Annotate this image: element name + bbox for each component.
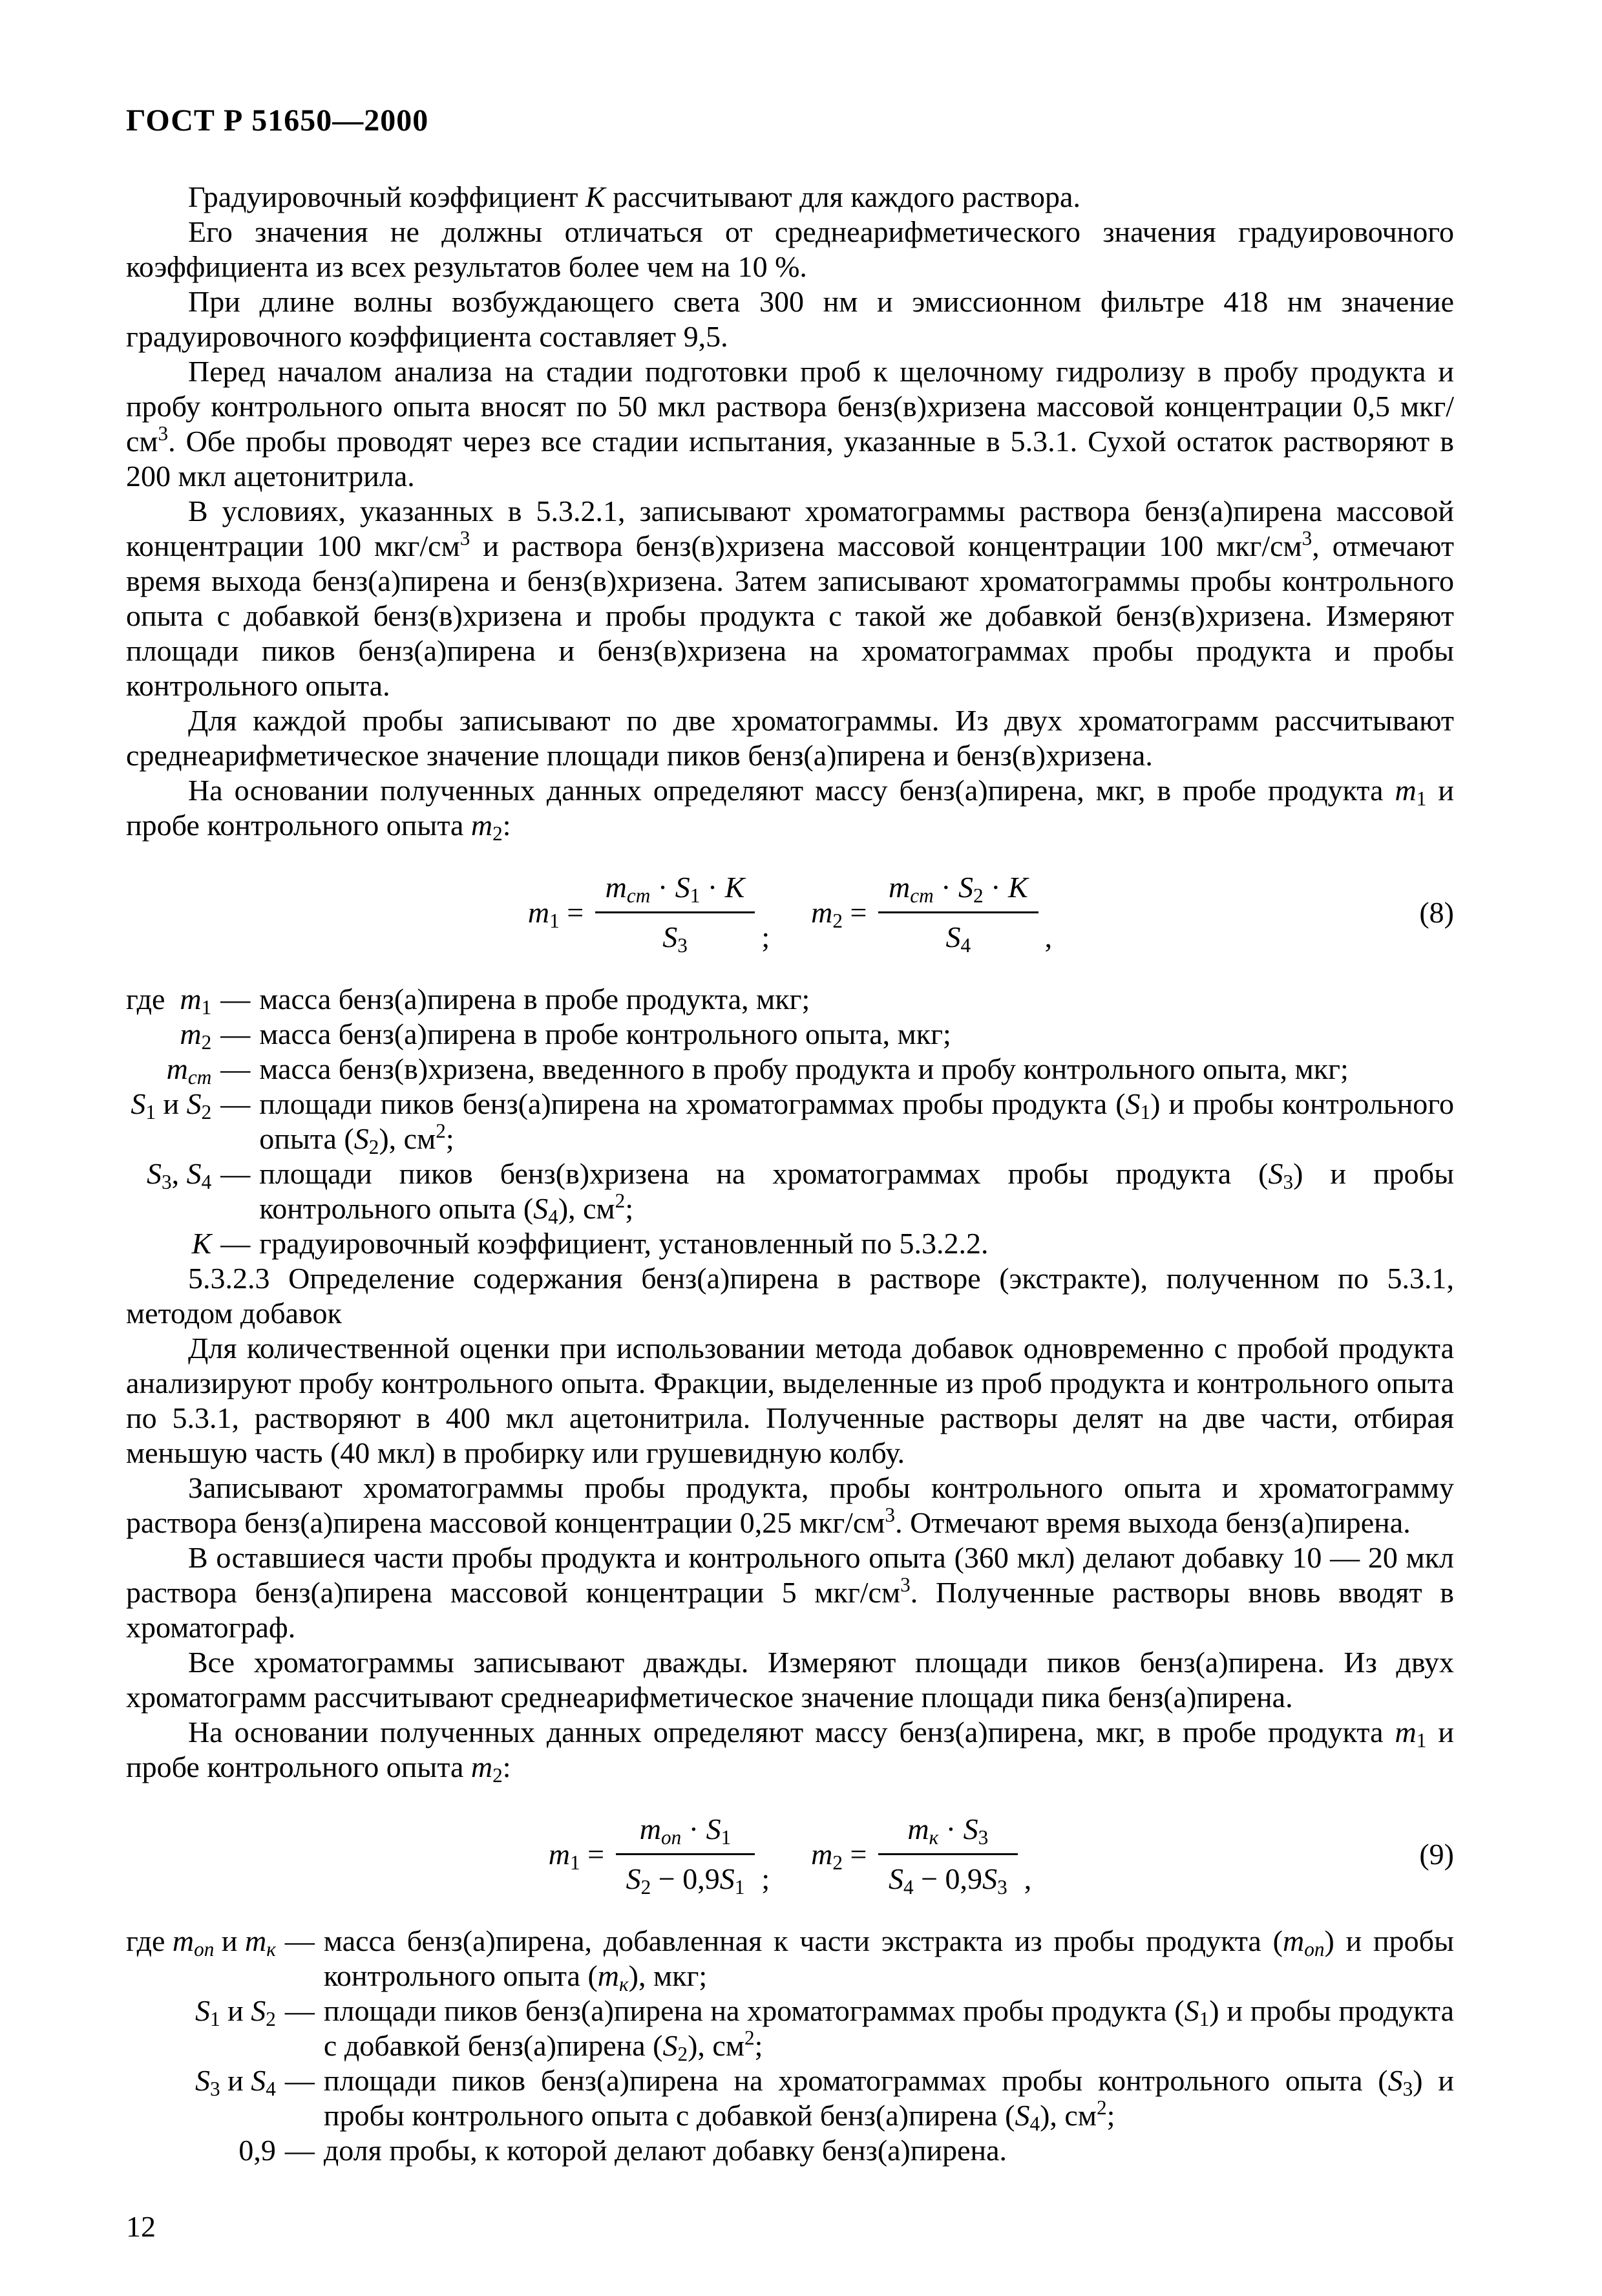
- definition-term: $S_3$ и $S_4$: [195, 2064, 276, 2100]
- definition-dash: —: [220, 1017, 251, 1050]
- fraction-denominator: $S_3$: [595, 911, 755, 955]
- definition-row: [126, 1993, 1454, 2063]
- paragraph: Градуировочный коэффициент K рассчитывают для каждого раствора.: [188, 180, 1080, 213]
- fraction: [878, 870, 1038, 955]
- definition-list: [126, 1924, 1454, 2168]
- equation: [811, 1812, 1031, 1897]
- paragraph: 5.3.2.3 Определение содержания бенз(а)пирена в растворе (экстракте), полученном по 5.3.1, методом добавок: [126, 1262, 1454, 1330]
- definition-dash: —: [284, 2134, 315, 2167]
- definition-term: K: [191, 1227, 212, 1260]
- definition-text: площади пиков бенз(а)пирена на хроматограммах пробы контрольного опыта $(S_3)$ и пробы контрольного опыта с добавкой бенз(а)пирена $(S_4)$, $см^2$;: [323, 2064, 1455, 2135]
- definition-term: $m_2$: [180, 1017, 212, 1054]
- definition-term: $S_1$ и $S_2$: [131, 1087, 212, 1123]
- definition-text: площади пиков бенз(в)хризена на хроматограммах пробы продукта $(S_3)$ и пробы контрольного опыта $(S_4)$, $см^2$;: [259, 1157, 1454, 1228]
- paragraph: Для каждой пробы записывают по две хроматограммы. Из двух хроматограмм рассчитывают среднеарифметическое значение площади пиков бенз(а)пирена и бенз(в)хризена.: [126, 704, 1454, 772]
- definition-text: градуировочный коэффициент, установленный по 5.3.2.2.: [259, 1227, 989, 1260]
- definition-dash: —: [220, 983, 251, 1015]
- definition-term: $S_1$ и $S_2$: [195, 1994, 276, 2030]
- fraction: [595, 870, 755, 955]
- equation-lhs: $m_1$ =: [548, 1837, 612, 1874]
- paragraph: В условиях, указанных в 5.3.2.1, записывают хроматограммы раствора бенз(а)пирена массовой концентрации 100 мкг/$см^3$ и раствора бенз(в)хризена массовой концентрации 100 мкг/$см^3$, отмечают время выхода бенз(а)пирена и бенз(в)хризена. Затем записывают хроматограммы пробы контрольного опыта с добавкой бенз(в)хризена и пробы продукта с такой же добавкой бенз(в)хризена. Измеряют площади пиков бенз(а)пирена и бенз(в)хризена на хроматограммах пробы продукта и пробы контрольного опыта.: [126, 494, 1454, 702]
- definition-dash: —: [284, 2064, 315, 2097]
- definition-term: $m_{ст}$: [166, 1052, 212, 1089]
- formula-block: [126, 870, 1454, 955]
- definition-text: масса бенз(а)пирена, добавленная к части экстракта из пробы продукта $(m_{оп})$ и пробы контрольного опыта $(m_к)$, мкг;: [323, 1924, 1454, 1995]
- paragraph: При длине волны возбуждающего света 300 нм и эмиссионном фильтре 418 нм значение градуировочного коэффициента составляет 9,5.: [126, 285, 1454, 353]
- definition-row: [126, 1052, 1454, 1087]
- equation: [528, 870, 770, 955]
- definition-dash: —: [220, 1087, 251, 1120]
- definition-row: [126, 2133, 1454, 2168]
- definition-dash: —: [284, 1924, 315, 1957]
- definition-dash: —: [220, 1052, 251, 1085]
- definition-row: [126, 1156, 1454, 1226]
- fraction-numerator: $m_{оп} \cdot S_1$: [639, 1812, 732, 1849]
- equation-number: (8): [1419, 895, 1454, 929]
- fraction-denominator: $S_2 - 0,9S_1$: [616, 1853, 755, 1897]
- equation-separator: ,: [1044, 920, 1053, 953]
- paragraph: Для количественной оценки при использовании метода добавок одновременно с пробой продукта анализируют пробу контрольного опыта. Фракции, выделенные из проб продукта и контрольного опыта по 5.3.1, растворяют в 400 мкл ацетонитрила. Полученные растворы делят на две части, отбирая меньшую часть (40 мкл) в пробирку или грушевидную колбу.: [126, 1332, 1454, 1469]
- definition-text: доля пробы, к которой делают добавку бенз(а)пирена.: [323, 2134, 1007, 2167]
- definition-row: [126, 1226, 1454, 1261]
- fraction-numerator: $m_к \cdot S_3$: [907, 1812, 989, 1849]
- equation-separator: ;: [761, 920, 770, 953]
- paragraph: В оставшиеся части пробы продукта и контрольного опыта (360 мкл) делают добавку 10 — 20 мкл раствора бенз(а)пирена массовой концентрации 5 мкг/$см^3$. Полученные растворы вновь вводят в хроматограф.: [126, 1541, 1454, 1644]
- equations: [549, 1812, 1031, 1897]
- definition-text: масса бенз(в)хризена, введенного в пробу продукта и пробу контрольного опыта, мкг;: [259, 1052, 1349, 1085]
- definition-dash: —: [220, 1227, 251, 1260]
- paragraph: Его значения не должны отличаться от среднеарифметического значения градуировочного коэффициента из всех результатов более чем на 10 %.: [126, 215, 1454, 283]
- gost-header: ГОСТ Р 51650—2000: [126, 103, 429, 138]
- fraction-numerator: $m_{ст} \cdot S_1 \cdot K$: [605, 871, 745, 907]
- definition-row: [126, 1924, 1454, 1993]
- equation-number: (9): [1419, 1837, 1454, 1871]
- paragraph: Перед началом анализа на стадии подготовки проб к щелочному гидролизу в пробу продукта и пробу контрольного опыта вносят по 50 мкл раствора бенз(в)хризена массовой концентрации 0,5 мкг/$см^3$. Обе пробы проводят через все стадии испытания, указанные в 5.3.1. Сухой остаток растворяют в 200 мкл ацетонитрила.: [126, 355, 1454, 493]
- equation-separator: ;: [761, 1862, 770, 1895]
- page-number: 12: [126, 2210, 156, 2243]
- paragraph: Все хроматограммы записывают дважды. Измеряют площади пиков бенз(а)пирена. Из двух хроматограмм рассчитывают среднеарифметическое значение площади пика бенз(а)пирена.: [126, 1646, 1454, 1714]
- definition-dash: —: [220, 1157, 251, 1190]
- definition-row: [126, 982, 1454, 1017]
- definition-list: [126, 982, 1454, 1261]
- definition-term: где $m_{оп}$ и $m_к$: [126, 1924, 276, 1961]
- paragraph: На основании полученных данных определяют массу бенз(а)пирена, мкг, в пробе продукта $m_1$ и пробе контрольного опыта $m_2$:: [126, 1716, 1454, 1787]
- paragraph: Записывают хроматограммы пробы продукта, пробы контрольного опыта и хроматограмму раствора бенз(а)пирена массовой концентрации 0,25 мкг/$см^3$. Отмечают время выхода бенз(а)пирена.: [126, 1471, 1454, 1539]
- definition-text: площади пиков бенз(а)пирена на хроматограммах пробы продукта $(S_1)$ и пробы контрольного опыта $(S_2)$, $см^2$;: [259, 1087, 1454, 1158]
- definition-term: $S_3$, $S_4$: [147, 1157, 212, 1193]
- fraction-denominator: $S_4 - 0,9S_3$: [878, 1853, 1018, 1897]
- definition-term: 0,9: [238, 2134, 276, 2167]
- definition-text: площади пиков бенз(а)пирена на хроматограммах пробы продукта $(S_1)$ и пробы продукта с добавкой бенз(а)пирена $(S_2)$, $см^2$;: [323, 1994, 1454, 2065]
- equation-lhs: $m_2$ =: [811, 1837, 874, 1874]
- definition-dash: —: [284, 1994, 315, 2027]
- formula-block: [126, 1812, 1454, 1897]
- equation: [811, 870, 1052, 955]
- definition-row: [126, 2063, 1454, 2133]
- definition-text: масса бенз(а)пирена в пробе продукта, мкг;: [259, 983, 810, 1015]
- definition-term: где $m_1$: [126, 983, 212, 1019]
- equation: [549, 1812, 770, 1897]
- paragraph: На основании полученных данных определяют массу бенз(а)пирена, мкг, в пробе продукта $m_1$ и пробе контрольного опыта $m_2$:: [126, 774, 1454, 845]
- fraction: [616, 1812, 755, 1897]
- fraction-denominator: $S_4$: [878, 911, 1038, 955]
- fraction-numerator: $m_{ст} \cdot S_2 \cdot K$: [888, 871, 1028, 907]
- definition-row: [126, 1017, 1454, 1052]
- equation-lhs: $m_1$ =: [527, 895, 591, 932]
- definition-row: [126, 1087, 1454, 1156]
- definition-text: масса бенз(а)пирена в пробе контрольного опыта, мкг;: [259, 1017, 951, 1050]
- equation-lhs: $m_2$ =: [811, 895, 874, 932]
- document-body: [126, 180, 1454, 2168]
- equations: [528, 870, 1052, 955]
- fraction: [878, 1812, 1018, 1897]
- equation-separator: ,: [1024, 1862, 1032, 1895]
